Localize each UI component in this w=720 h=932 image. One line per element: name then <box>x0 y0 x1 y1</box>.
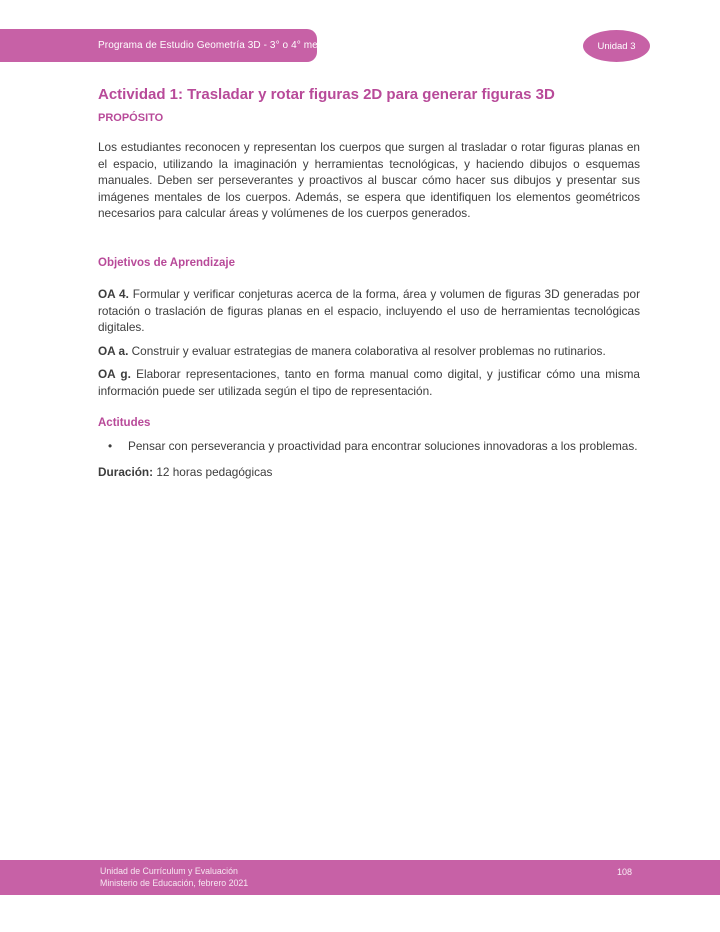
activity-title: Actividad 1: Trasladar y rotar figuras 2D para generar figuras 3D <box>98 86 555 103</box>
duracion-line <box>98 464 640 481</box>
proposito-body: Los estudiantes reconocen y representan los cuerpos que surgen al trasladar o rotar figuras planas en el espacio, utilizando la imaginación y herramientas tecnológicas, y haciendo dibujos o esquemas manuales. Deben ser perseverantes y proactivos al buscar cómo hacer sus dibujos y presentar sus imágenes mentales de los cuerpos. Además, se espera que identifiquen los elementos geométricos necesarios para calcular áreas y volúmenes de los cuerpos generados. <box>98 140 640 221</box>
duracion-label: Duración: <box>98 464 154 479</box>
actitudes-bullet-item <box>98 438 640 454</box>
oa-4-label: OA 4. <box>98 286 129 301</box>
unit-badge-label: Unidad 3 <box>597 40 636 52</box>
header-program-band <box>0 29 332 62</box>
duracion-value: 12 horas pedagógicas <box>156 464 273 479</box>
objetivos-heading: Objetivos de Aprendizaje <box>98 256 235 269</box>
oa-4-text: Formular y verificar conjeturas acerca de la forma, área y volumen de figuras 3D generadas por rotación o traslación de figuras planas en el espacio, incluyendo el uso de herramientas tecnológicas digitales. <box>98 286 641 335</box>
oa-item-a <box>98 343 640 360</box>
proposito-heading: PROPÓSITO <box>98 112 164 124</box>
page-number: 108 <box>616 867 632 877</box>
footer-organization <box>100 866 248 889</box>
footer-org-line2: Ministerio de Educación, febrero 2021 <box>100 877 249 888</box>
oa-a-text: Construir y evaluar estrategias de manera colaborativa al resolver problemas no rutinarios. <box>131 343 606 358</box>
actitudes-bullet-text: Pensar con perseverancia y proactividad para encontrar soluciones innovadoras a los problemas. <box>128 438 638 453</box>
oa-g-text: Elaborar representaciones, tanto en forma manual como digital, y justificar cómo una misma información puede ser utilizada según el tipo de representación. <box>98 367 640 398</box>
oa-item-4 <box>98 286 640 336</box>
actitudes-heading: Actitudes <box>98 416 151 429</box>
footer-band <box>0 860 720 895</box>
page-content <box>98 86 640 487</box>
program-label: Programa de Estudio Geometría 3D - 3° o 4° medio <box>98 40 332 51</box>
bullet-icon: • <box>108 438 113 453</box>
unit-badge <box>583 30 650 62</box>
footer-org-line1: Unidad de Currículum y Evaluación <box>100 866 238 876</box>
oa-g-label: OA g. <box>98 367 131 382</box>
oa-item-g <box>98 366 640 399</box>
oa-a-label: OA a. <box>98 343 129 358</box>
